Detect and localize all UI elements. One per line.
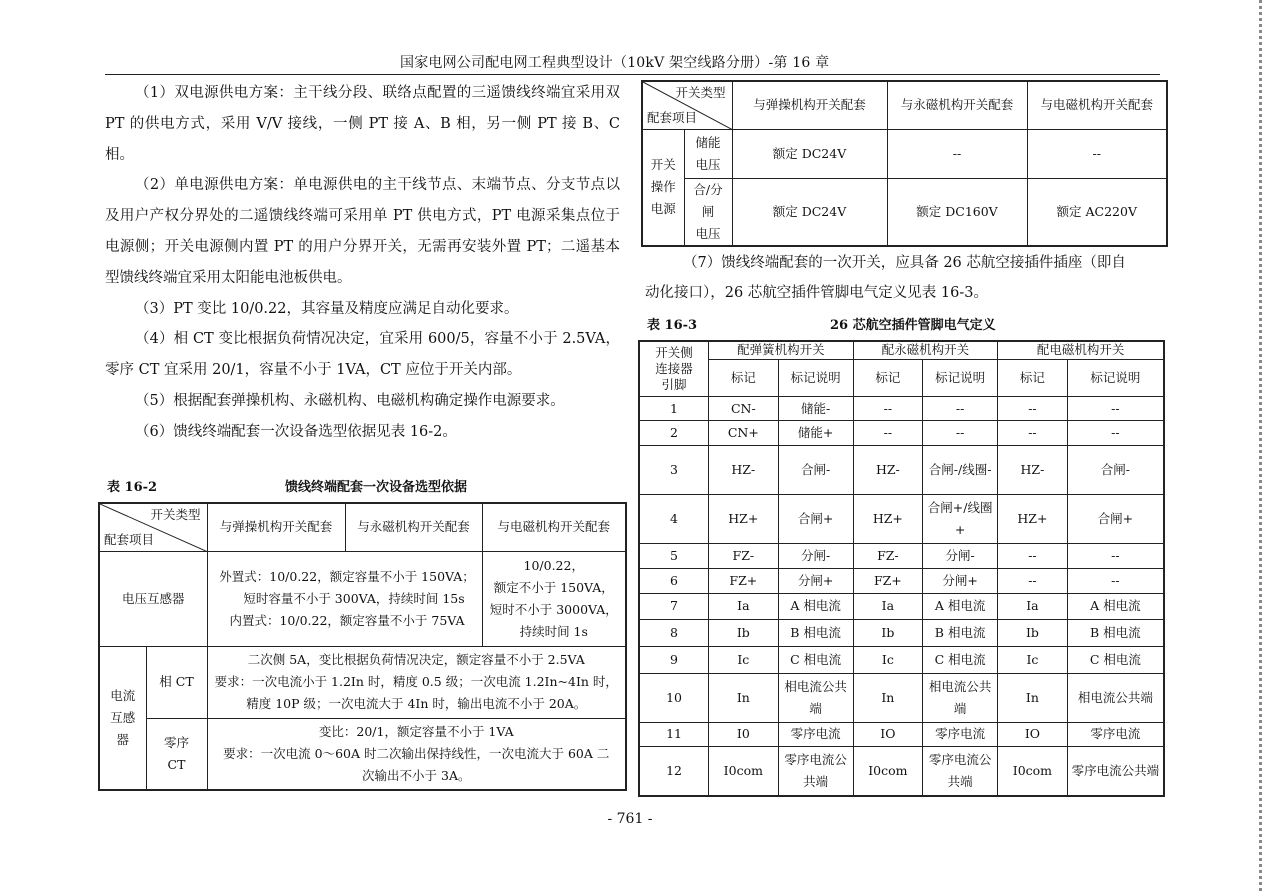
pt-electro-line-2: 额定不小于 150VA， (493, 579, 614, 595)
page-number: - 761 - (607, 811, 653, 827)
table-row (639, 495, 1164, 544)
table-16-3-number: 表 16-3 (647, 318, 698, 333)
magnet-mark-cell: Ia (853, 593, 923, 620)
subheader-electro-mark: 标记 (998, 359, 1068, 396)
pt-row-spec (207, 551, 482, 646)
paragraph-7 (645, 248, 1160, 308)
paragraph-3: （3）PT 变比 10/0.22，其容量及精度应满足自动化要求。 (135, 300, 519, 317)
close-open-spring: 额定 DC24V (732, 178, 887, 246)
paragraph-6: （6）馈线终端配套一次设备选型依据见表 16-2。 (135, 423, 457, 440)
phase-ct-spec (207, 646, 626, 718)
electro-mark-cell: In (998, 673, 1068, 722)
ct-group-label (99, 646, 146, 790)
electro-desc-cell: -- (1067, 544, 1164, 569)
magnet-desc-cell: 相电流公共端 (923, 673, 998, 722)
close-open-electro: 额定 AC220V (1027, 178, 1167, 246)
table-row (639, 747, 1164, 796)
pt-spec-line-2: 短时容量不小于 300VA，持续时间 15s (243, 590, 465, 606)
left-column-text (105, 78, 620, 448)
table-row (639, 646, 1164, 673)
spring-mark-cell: CN- (709, 396, 779, 421)
electro-desc-cell: 零序电流 (1067, 722, 1164, 747)
op-power-line-1: 开关 (650, 157, 676, 172)
magnet-mark-cell: In (853, 673, 923, 722)
page-header-title: 国家电网公司配电网工程典型设计（10kV 架空线路分册）-第 16 章 (400, 55, 830, 71)
spring-desc-cell: 合闸+ (778, 495, 853, 544)
pt-electro-line-1: 10/0.22， (523, 557, 584, 573)
pin-cell: 1 (639, 396, 709, 421)
magnet-desc-cell: B 相电流 (923, 620, 998, 647)
table-16-2-title: 馈线终端配套一次设备选型依据 (285, 480, 468, 495)
magnet-mark-cell: FZ+ (853, 568, 923, 593)
header-magnet: 与永磁机构开关配套 (345, 503, 482, 551)
table-16-2-continued (641, 80, 1168, 247)
pt-electro-line-4: 持续时间 1s (519, 623, 588, 639)
table-16-3-title: 26 芯航空插件管脚电气定义 (830, 318, 996, 333)
zero-ct-label (146, 718, 207, 790)
electro-mark-cell: I0com (998, 747, 1068, 796)
table-16-2 (98, 502, 627, 791)
spring-desc-cell: 合闸- (778, 446, 853, 495)
pin-cell: 11 (639, 722, 709, 747)
spring-desc-cell: 相电流公共端 (778, 673, 853, 722)
electro-desc-cell: -- (1067, 421, 1164, 446)
zero-ct-line-b: CT (167, 756, 186, 772)
magnet-desc-cell: 合闸+/线圈+ (923, 495, 998, 544)
table-row (639, 620, 1164, 647)
paragraph-7-line-2: 动化接口），26 芯航空插件管脚电气定义见表 16-3。 (645, 285, 988, 301)
spring-mark-cell: FZ+ (709, 568, 779, 593)
paragraph-7-line-1: （7）馈线终端配套的一次开关，应具备 26 芯航空接插件插座（即自 (683, 255, 1126, 271)
electro-desc-cell: C 相电流 (1067, 646, 1164, 673)
magnet-mark-cell: -- (853, 421, 923, 446)
subheader-spring-desc: 标记说明 (778, 359, 853, 396)
spring-desc-cell: C 相电流 (778, 646, 853, 673)
electro-mark-cell: IO (998, 722, 1068, 747)
table-row (639, 593, 1164, 620)
header-spring: 与弹操机构开关配套 (732, 81, 887, 129)
pin-cell: 8 (639, 620, 709, 647)
magnet-desc-cell: -- (923, 421, 998, 446)
magnet-desc-cell: C 相电流 (923, 646, 998, 673)
storage-electro: -- (1027, 129, 1167, 178)
zero-ct-line-1: 变比：20/1，额定容量不小于 1VA (318, 723, 514, 739)
diag-top-label: 开关类型 (675, 85, 726, 100)
pin-cell: 9 (639, 646, 709, 673)
pin-cell: 2 (639, 421, 709, 446)
magnet-mark-cell: HZ+ (853, 495, 923, 544)
magnet-desc-cell: 零序电流公共端 (923, 747, 998, 796)
spring-mark-cell: Ic (709, 646, 779, 673)
table-row (639, 396, 1164, 421)
electro-mark-cell: -- (998, 544, 1068, 569)
table-16-2-number: 表 16-2 (107, 480, 158, 495)
spring-mark-cell: CN+ (709, 421, 779, 446)
pin-cell: 12 (639, 747, 709, 796)
table-16-3 (638, 340, 1165, 797)
magnet-mark-cell: Ic (853, 646, 923, 673)
electro-mark-cell: Ia (998, 593, 1068, 620)
spring-mark-cell: FZ- (709, 544, 779, 569)
paragraph-1: （1）双电源供电方案：主干线分段、联络点配置的三遥馈线终端宜采用双 PT 的供电方式，采用 V/V 接线，一侧 PT 接 A、B 相，另一侧 PT 接 B、C 相。 (105, 85, 620, 163)
ct-group-line-3: 器 (116, 731, 129, 747)
spring-mark-cell: In (709, 673, 779, 722)
electro-mark-cell: -- (998, 396, 1068, 421)
diag-bottom-label: 配套项目 (647, 109, 698, 125)
electro-desc-cell: B 相电流 (1067, 620, 1164, 647)
pin-cell: 3 (639, 446, 709, 495)
header-electro: 与电磁机构开关配套 (482, 503, 626, 551)
table-row (639, 544, 1164, 569)
electro-desc-cell: A 相电流 (1067, 593, 1164, 620)
magnet-desc-cell: 合闸-/线圈- (923, 446, 998, 495)
spring-desc-cell: 储能+ (778, 421, 853, 446)
pin-cell: 6 (639, 568, 709, 593)
paragraph-5: （5）根据配套弹操机构、永磁机构、电磁机构确定操作电源要求。 (135, 392, 565, 409)
table-row (639, 446, 1164, 495)
storage-magnet: -- (887, 129, 1027, 178)
electro-mark-cell: Ic (998, 646, 1068, 673)
electro-desc-cell: 合闸- (1067, 446, 1164, 495)
pt-row-label: 电压互感器 (99, 551, 207, 646)
electro-mark-cell: -- (998, 421, 1068, 446)
magnet-mark-cell: Ib (853, 620, 923, 647)
phase-ct-line-3: 精度 10P 级；一次电流大于 4In 时，输出电流不小于 20A。 (246, 696, 587, 711)
ct-group-line-2: 互感 (110, 709, 136, 725)
zero-ct-spec (207, 718, 626, 790)
electro-desc-cell: 相电流公共端 (1067, 673, 1164, 722)
pt-spec-line-1: 外置式：10/0.22，额定容量不小于 150VA； (219, 568, 475, 584)
subheader-spring-mark: 标记 (709, 359, 779, 396)
spring-mark-cell: HZ+ (709, 495, 779, 544)
storage-voltage-label (684, 129, 732, 178)
subheader-magnet-desc: 标记说明 (923, 359, 998, 396)
table-row (639, 421, 1164, 446)
magnet-desc-cell: 零序电流 (923, 722, 998, 747)
group-magnet: 配永磁机构开关 (853, 341, 998, 359)
spring-desc-cell: 零序电流公共端 (778, 747, 853, 796)
spring-mark-cell: I0com (709, 747, 779, 796)
magnet-desc-cell: -- (923, 396, 998, 421)
pt-spec-line-3: 内置式：10/0.22，额定容量不小于 75VA (229, 612, 465, 628)
corner-header (639, 341, 709, 396)
spring-desc-cell: 零序电流 (778, 722, 853, 747)
continued-diag-header (642, 81, 732, 129)
magnet-desc-cell: 分闸- (923, 544, 998, 569)
zero-ct-line-3: 次输出不小于 3A。 (362, 767, 471, 783)
header-electro: 与电磁机构开关配套 (1027, 81, 1167, 129)
close-open-magnet: 额定 DC160V (887, 178, 1027, 246)
phase-ct-label: 相 CT (146, 646, 207, 718)
pin-cell: 10 (639, 673, 709, 722)
table-row (639, 568, 1164, 593)
magnet-desc-cell: A 相电流 (923, 593, 998, 620)
storage-line-2: 电压 (695, 156, 721, 172)
spring-desc-cell: 储能- (778, 396, 853, 421)
op-power-line-3: 电源 (650, 201, 676, 216)
spring-desc-cell: 分闸- (778, 544, 853, 569)
corner-line-2: 连接器 (655, 360, 693, 376)
pin-cell: 4 (639, 495, 709, 544)
pin-cell: 5 (639, 544, 709, 569)
close-open-voltage-label (684, 178, 732, 246)
spring-mark-cell: Ib (709, 620, 779, 647)
spring-mark-cell: HZ- (709, 446, 779, 495)
magnet-mark-cell: I0com (853, 747, 923, 796)
subheader-electro-desc: 标记说明 (1067, 359, 1164, 396)
diag-top-label: 开关类型 (150, 507, 201, 522)
zero-ct-line-a: 零序 (163, 734, 189, 750)
diag-bottom-label: 配套项目 (104, 531, 155, 547)
electro-mark-cell: -- (998, 568, 1068, 593)
spring-mark-cell: Ia (709, 593, 779, 620)
op-power-group (642, 129, 684, 246)
close-open-line-2: 电压 (695, 225, 721, 241)
magnet-mark-cell: -- (853, 396, 923, 421)
electro-mark-cell: Ib (998, 620, 1068, 647)
header-rule (105, 74, 1160, 75)
storage-line-1: 储能 (695, 134, 721, 150)
pt-electro-line-3: 短时不小于 3000VA， (489, 601, 618, 617)
header-magnet: 与永磁机构开关配套 (887, 81, 1027, 129)
magnet-desc-cell: 分闸+ (923, 568, 998, 593)
spring-mark-cell: I0 (709, 722, 779, 747)
electro-mark-cell: HZ+ (998, 495, 1068, 544)
storage-spring: 额定 DC24V (732, 129, 887, 178)
table-row (639, 673, 1164, 722)
electro-desc-cell: -- (1067, 396, 1164, 421)
phase-ct-line-1: 二次侧 5A，变比根据负荷情况决定，额定容量不小于 2.5VA (247, 652, 585, 667)
ct-group-line-1: 电流 (110, 687, 136, 703)
paragraph-4: （4）相 CT 变比根据负荷情况决定，宜采用 600/5，容量不小于 2.5VA，零序 CT 宜采用 20/1，容量不小于 1VA，CT 应位于开关内部。 (105, 331, 620, 379)
zero-ct-line-2: 要求：一次电流 0～60A 时二次输出保持线性，一次电流大于 60A 二 (223, 745, 610, 761)
subheader-magnet-mark: 标记 (853, 359, 923, 396)
spring-desc-cell: A 相电流 (778, 593, 853, 620)
pt-row-electro (482, 551, 626, 646)
phase-ct-line-2: 要求：一次电流小于 1.2In 时，精度 0.5 级；一次电流 1.2In~4In 时， (214, 674, 618, 689)
corner-line-3: 引脚 (661, 376, 687, 392)
magnet-mark-cell: FZ- (853, 544, 923, 569)
electro-desc-cell: 合闸+ (1067, 495, 1164, 544)
electro-mark-cell: HZ- (998, 446, 1068, 495)
group-spring: 配弹簧机构开关 (709, 341, 854, 359)
magnet-mark-cell: IO (853, 722, 923, 747)
spring-desc-cell: B 相电流 (778, 620, 853, 647)
electro-desc-cell: 零序电流公共端 (1067, 747, 1164, 796)
table-row (639, 722, 1164, 747)
close-open-line-1: 合/分闸 (693, 181, 723, 219)
paragraph-2: （2）单电源供电方案：单电源供电的主干线节点、末端节点、分支节点以及用户产权分界处的二遥馈线终端可采用单 PT 供电方式，PT 电源采集点位于电源侧；开关电源侧内置 PT 的用户分界开关，无需再安装外置 PT；二遥基本型馈线终端宜采用太阳能电池板供电。 (105, 177, 620, 286)
group-electro: 配电磁机构开关 (998, 341, 1164, 359)
corner-line-1: 开关侧 (655, 344, 693, 360)
spring-desc-cell: 分闸+ (778, 568, 853, 593)
op-power-line-2: 操作 (650, 179, 676, 194)
table-16-2-diag-header (99, 503, 207, 551)
header-spring: 与弹操机构开关配套 (207, 503, 345, 551)
electro-desc-cell: -- (1067, 568, 1164, 593)
magnet-mark-cell: HZ- (853, 446, 923, 495)
pin-cell: 7 (639, 593, 709, 620)
